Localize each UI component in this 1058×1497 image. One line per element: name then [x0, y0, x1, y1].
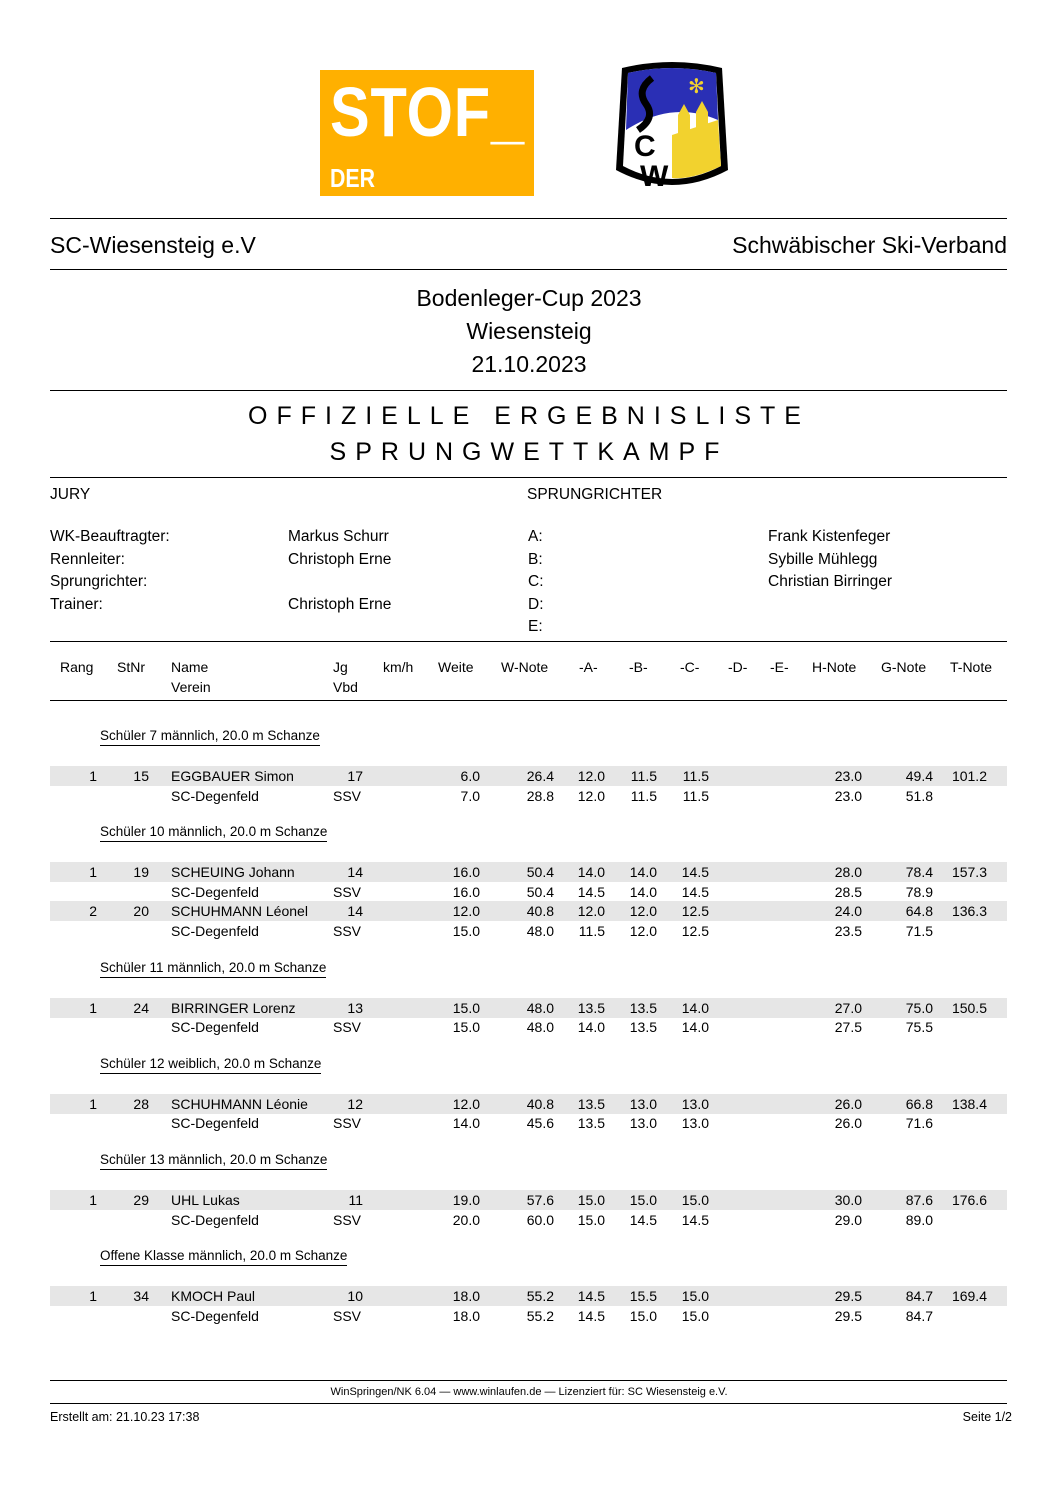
- col-name: Name: [171, 659, 209, 675]
- club-name: SC-Degenfeld: [171, 1019, 259, 1036]
- table-row: [50, 1190, 1007, 1210]
- jump-weite: 20.0: [452, 1211, 480, 1228]
- jump-wnote: 40.8: [526, 903, 554, 920]
- jump-weite: 12.0: [452, 1095, 480, 1112]
- jump-gnote: 84.7: [905, 1307, 933, 1324]
- header-rule-top: [50, 218, 1007, 219]
- jump-wnote: 48.0: [526, 1019, 554, 1036]
- footer-rule-bottom: [50, 1403, 1007, 1404]
- jump-b: 13.5: [629, 999, 657, 1016]
- jump-weite: 18.0: [452, 1307, 480, 1324]
- rank: 1: [89, 1095, 97, 1112]
- club-name: SC-Degenfeld: [171, 1115, 259, 1132]
- jump-c: 14.5: [681, 883, 709, 900]
- birth-year: 17: [347, 768, 363, 784]
- jump-hnote: 23.0: [834, 787, 862, 804]
- jump-b: 14.5: [629, 1211, 657, 1228]
- jump-c: 14.5: [681, 864, 709, 881]
- jump-a: 11.5: [578, 923, 605, 939]
- jump-weite: 15.0: [452, 999, 480, 1016]
- judge-label: A:: [528, 528, 543, 545]
- judge-label: D:: [528, 595, 544, 613]
- club-name: SC-Degenfeld: [171, 883, 259, 900]
- judge-label: C:: [528, 573, 544, 590]
- table-row: [50, 786, 1007, 806]
- judges-heading: SPRUNGRICHTER: [527, 486, 663, 503]
- jump-a: 13.5: [577, 1095, 605, 1112]
- jump-c: 15.0: [681, 1307, 709, 1324]
- category-title: Schüler 7 männlich, 20.0 m Schanze: [100, 728, 320, 746]
- jump-hnote: 28.5: [834, 883, 862, 900]
- page-number: Seite 1/2: [962, 1410, 1012, 1424]
- svg-text:C: C: [634, 130, 656, 163]
- jump-wnote: 48.0: [526, 923, 554, 939]
- jump-hnote: 28.0: [834, 864, 862, 881]
- total-score: 136.3: [951, 903, 987, 920]
- event-date: 21.10.2023: [471, 351, 587, 377]
- total-score: 157.3: [951, 864, 987, 881]
- jump-gnote: 87.6: [905, 1192, 933, 1208]
- judge-name: Sybille Mühlegg: [768, 550, 878, 568]
- jump-gnote: 51.8: [905, 787, 933, 804]
- judge-label: E:: [528, 618, 543, 635]
- jump-weite: 14.0: [452, 1115, 480, 1132]
- rank: 2: [89, 903, 97, 920]
- col-gnote: G-Note: [881, 659, 927, 675]
- col-a: -A-: [579, 659, 598, 675]
- jump-c: 15.0: [681, 1288, 709, 1305]
- jury-role-label: Rennleiter:: [50, 550, 125, 568]
- jump-c: 14.5: [681, 1211, 709, 1228]
- table-rule-top: [50, 641, 1007, 642]
- event-name: Bodenleger-Cup 2023: [416, 285, 642, 311]
- association: SSV: [333, 883, 362, 900]
- col-d: -D-: [728, 659, 748, 675]
- jump-c: 13.0: [681, 1115, 709, 1132]
- footer-rule: [50, 1380, 1007, 1381]
- rank: 1: [89, 1288, 97, 1305]
- jump-c: 11.5: [682, 787, 709, 804]
- table-row: [50, 1210, 1007, 1230]
- total-score: 150.5: [951, 999, 987, 1016]
- total-score: 169.4: [951, 1288, 987, 1305]
- sponsor-logo-bottom: DER BODENLEGER: [330, 163, 481, 224]
- jump-gnote: 84.7: [905, 1288, 933, 1305]
- jump-weite: 15.0: [452, 923, 480, 939]
- jump-hnote: 29.0: [834, 1211, 862, 1228]
- association: SSV: [333, 1211, 362, 1228]
- col-kmh: km/h: [383, 659, 414, 675]
- jump-b: 15.0: [629, 1307, 657, 1324]
- jump-wnote: 40.8: [526, 1095, 554, 1112]
- athlete-name: SCHUHMANN Léonie: [171, 1095, 308, 1112]
- rank: 1: [89, 768, 97, 784]
- jump-c: 14.0: [681, 999, 709, 1016]
- table-row: [50, 1113, 1007, 1133]
- col-stnr: StNr: [117, 659, 145, 675]
- table-row: [50, 1286, 1007, 1306]
- association: SSV: [333, 1115, 362, 1132]
- jump-a: 14.5: [577, 1288, 605, 1305]
- sponsor-logo: [320, 70, 534, 224]
- birth-year: 10: [347, 1288, 363, 1305]
- judge-label: B:: [528, 550, 543, 568]
- jump-b: 13.5: [629, 1019, 657, 1036]
- jump-b: 12.0: [629, 903, 657, 920]
- jump-a: 12.0: [577, 787, 605, 804]
- table-row: [50, 901, 1007, 921]
- col-b: -B-: [629, 659, 648, 675]
- category-title: Schüler 10 männlich, 20.0 m Schanze: [100, 824, 327, 842]
- jump-hnote: 30.0: [834, 1192, 862, 1208]
- jump-weite: 19.0: [452, 1192, 480, 1208]
- jump-hnote: 27.0: [834, 999, 862, 1016]
- jury-role-name: Christoph Erne: [288, 550, 392, 568]
- created-timestamp: Erstellt am: 21.10.23 17:38: [50, 1410, 200, 1424]
- jump-a: 14.5: [577, 883, 605, 900]
- jump-a: 14.0: [577, 1019, 605, 1036]
- jump-gnote: 71.5: [905, 923, 933, 939]
- jump-wnote: 50.4: [526, 864, 554, 881]
- jury-role-label: Trainer:: [50, 595, 103, 613]
- jump-gnote: 66.8: [905, 1095, 933, 1112]
- title-rule-bottom: [50, 477, 1007, 478]
- document-subtitle: SPRUNGWETTKAMPF: [329, 438, 729, 466]
- jump-wnote: 26.4: [526, 768, 554, 784]
- jury-role-name: Christoph Erne: [288, 595, 392, 613]
- total-score: 101.2: [951, 768, 987, 784]
- jump-wnote: 48.0: [526, 999, 554, 1016]
- jump-weite: 18.0: [452, 1288, 480, 1305]
- birth-year: 12: [347, 1095, 363, 1112]
- club-name: SC-Degenfeld: [171, 787, 259, 804]
- organizer-name: SC-Wiesensteig e.V: [50, 232, 256, 258]
- jump-hnote: 26.0: [834, 1095, 862, 1112]
- jump-wnote: 60.0: [526, 1211, 554, 1228]
- jump-b: 13.0: [629, 1095, 657, 1112]
- category-title: Schüler 13 männlich, 20.0 m Schanze: [100, 1152, 327, 1170]
- total-score: 176.6: [951, 1192, 987, 1208]
- table-header-rule: [50, 700, 1007, 701]
- club-name: SC-Degenfeld: [171, 1307, 259, 1324]
- jump-b: 12.0: [629, 923, 657, 939]
- start-number: 28: [133, 1095, 149, 1112]
- birth-year: 13: [347, 999, 363, 1016]
- athlete-name: SCHEUING Johann: [171, 864, 295, 881]
- jump-wnote: 50.4: [526, 883, 554, 900]
- jury-role-label: WK-Beauftragter:: [50, 528, 170, 545]
- jump-gnote: 75.0: [905, 999, 933, 1016]
- col-hnote: H-Note: [812, 659, 857, 675]
- jump-b: 13.0: [629, 1115, 657, 1132]
- jump-b: 15.0: [629, 1192, 657, 1208]
- jump-b: 11.5: [630, 787, 657, 804]
- jump-hnote: 24.0: [834, 903, 862, 920]
- software-note: WinSpringen/NK 6.04 — www.winlaufen.de — Lizenziert für: SC Wiesensteig e.V.: [330, 1386, 728, 1398]
- jump-a: 14.5: [577, 1307, 605, 1324]
- jump-weite: 6.0: [460, 768, 480, 784]
- event-place: Wiesensteig: [466, 318, 592, 344]
- judge-name: Christian Birringer: [768, 573, 893, 590]
- birth-year: 11: [348, 1192, 363, 1208]
- col-verein: Verein: [171, 679, 211, 695]
- club-emblem: [612, 60, 732, 201]
- birth-year: 14: [347, 864, 363, 881]
- table-row: [50, 1306, 1007, 1326]
- title-rule-top: [50, 390, 1007, 391]
- jump-weite: 16.0: [452, 883, 480, 900]
- jump-gnote: 71.6: [905, 1115, 933, 1132]
- jump-wnote: 28.8: [526, 787, 554, 804]
- jump-wnote: 57.6: [526, 1192, 554, 1208]
- jump-gnote: 78.9: [905, 883, 933, 900]
- jump-a: 15.0: [577, 1192, 605, 1208]
- total-score: 138.4: [951, 1095, 987, 1112]
- category-title: Offene Klasse männlich, 20.0 m Schanze: [100, 1248, 347, 1266]
- jump-c: 15.0: [681, 1192, 709, 1208]
- svg-text:✻: ✻: [688, 74, 705, 98]
- association: SSV: [333, 1019, 362, 1036]
- jump-wnote: 45.6: [526, 1115, 554, 1132]
- rank: 1: [89, 999, 97, 1016]
- col-rang: Rang: [60, 659, 94, 675]
- jump-c: 14.0: [681, 1019, 709, 1036]
- col-jg: Jg: [333, 659, 348, 675]
- jump-hnote: 23.0: [834, 768, 862, 784]
- jump-c: 12.5: [681, 923, 709, 939]
- jump-weite: 7.0: [460, 787, 480, 804]
- category-title: Schüler 11 männlich, 20.0 m Schanze: [100, 960, 326, 978]
- col-weite: Weite: [438, 659, 474, 675]
- association: SSV: [333, 787, 362, 804]
- jump-c: 11.5: [682, 768, 709, 784]
- judge-name: Frank Kistenfeger: [768, 528, 891, 545]
- athlete-name: SCHUHMANN Léonel: [171, 903, 308, 920]
- birth-year: 14: [347, 903, 363, 920]
- jump-weite: 12.0: [452, 903, 480, 920]
- table-row: [50, 1094, 1007, 1114]
- jump-a: 12.0: [577, 903, 605, 920]
- jury-role-label: Sprungrichter:: [50, 573, 148, 590]
- document-title: OFFIZIELLE ERGEBNISLISTE: [248, 402, 810, 430]
- jump-wnote: 55.2: [526, 1307, 554, 1324]
- jump-gnote: 75.5: [905, 1019, 933, 1036]
- table-row: [50, 766, 1007, 786]
- col-vbd: Vbd: [333, 679, 358, 695]
- rank: 1: [89, 864, 97, 881]
- jump-a: 13.5: [577, 999, 605, 1016]
- jump-hnote: 29.5: [834, 1307, 862, 1324]
- header-rule-bottom: [50, 269, 1007, 270]
- athlete-name: KMOCH Paul: [171, 1288, 256, 1305]
- start-number: 15: [133, 768, 149, 784]
- table-row: [50, 921, 1007, 941]
- jump-hnote: 23.5: [834, 923, 862, 939]
- table-row: [50, 998, 1007, 1018]
- athlete-name: UHL Lukas: [171, 1192, 240, 1208]
- jump-b: 14.0: [629, 864, 657, 881]
- table-row: [50, 862, 1007, 882]
- jump-gnote: 78.4: [905, 864, 933, 881]
- sponsor-logo-top: STOF_: [330, 73, 525, 151]
- jump-hnote: 27.5: [834, 1019, 862, 1036]
- jump-wnote: 55.2: [526, 1288, 554, 1305]
- col-tnote: T-Note: [950, 659, 993, 675]
- col-wnote: W-Note: [501, 659, 549, 675]
- jury-role-name: Markus Schurr: [288, 528, 389, 545]
- jump-a: 14.0: [577, 864, 605, 881]
- jump-a: 15.0: [577, 1211, 605, 1228]
- category-title: Schüler 12 weiblich, 20.0 m Schanze: [100, 1056, 321, 1074]
- athlete-name: BIRRINGER Lorenz: [171, 999, 296, 1016]
- jump-hnote: 26.0: [834, 1115, 862, 1132]
- start-number: 20: [133, 903, 149, 920]
- jump-gnote: 49.4: [905, 768, 933, 784]
- col-c: -C-: [680, 659, 700, 675]
- association: SSV: [333, 923, 362, 939]
- jump-a: 12.0: [577, 768, 605, 784]
- jump-gnote: 64.8: [905, 903, 933, 920]
- association: SSV: [333, 1307, 362, 1324]
- start-number: 29: [133, 1192, 149, 1208]
- club-name: SC-Degenfeld: [171, 1211, 259, 1228]
- jump-c: 13.0: [681, 1095, 709, 1112]
- club-name: SC-Degenfeld: [171, 923, 259, 939]
- table-row: [50, 882, 1007, 902]
- jump-b: 15.5: [629, 1288, 657, 1305]
- athlete-name: EGGBAUER Simon: [171, 768, 294, 784]
- table-row: [50, 1017, 1007, 1037]
- jump-gnote: 89.0: [905, 1211, 933, 1228]
- start-number: 24: [133, 999, 149, 1016]
- jump-b: 11.5: [630, 768, 657, 784]
- jump-hnote: 29.5: [834, 1288, 862, 1305]
- jump-c: 12.5: [681, 903, 709, 920]
- start-number: 19: [133, 864, 149, 881]
- col-e: -E-: [770, 659, 789, 675]
- svg-text:W: W: [640, 160, 669, 193]
- rank: 1: [89, 1192, 97, 1208]
- jump-a: 13.5: [577, 1115, 605, 1132]
- jump-weite: 16.0: [452, 864, 480, 881]
- jump-b: 14.0: [629, 883, 657, 900]
- jury-heading: JURY: [50, 486, 91, 503]
- jump-weite: 15.0: [452, 1019, 480, 1036]
- federation-name: Schwäbischer Ski-Verband: [732, 232, 1007, 258]
- start-number: 34: [133, 1288, 149, 1305]
